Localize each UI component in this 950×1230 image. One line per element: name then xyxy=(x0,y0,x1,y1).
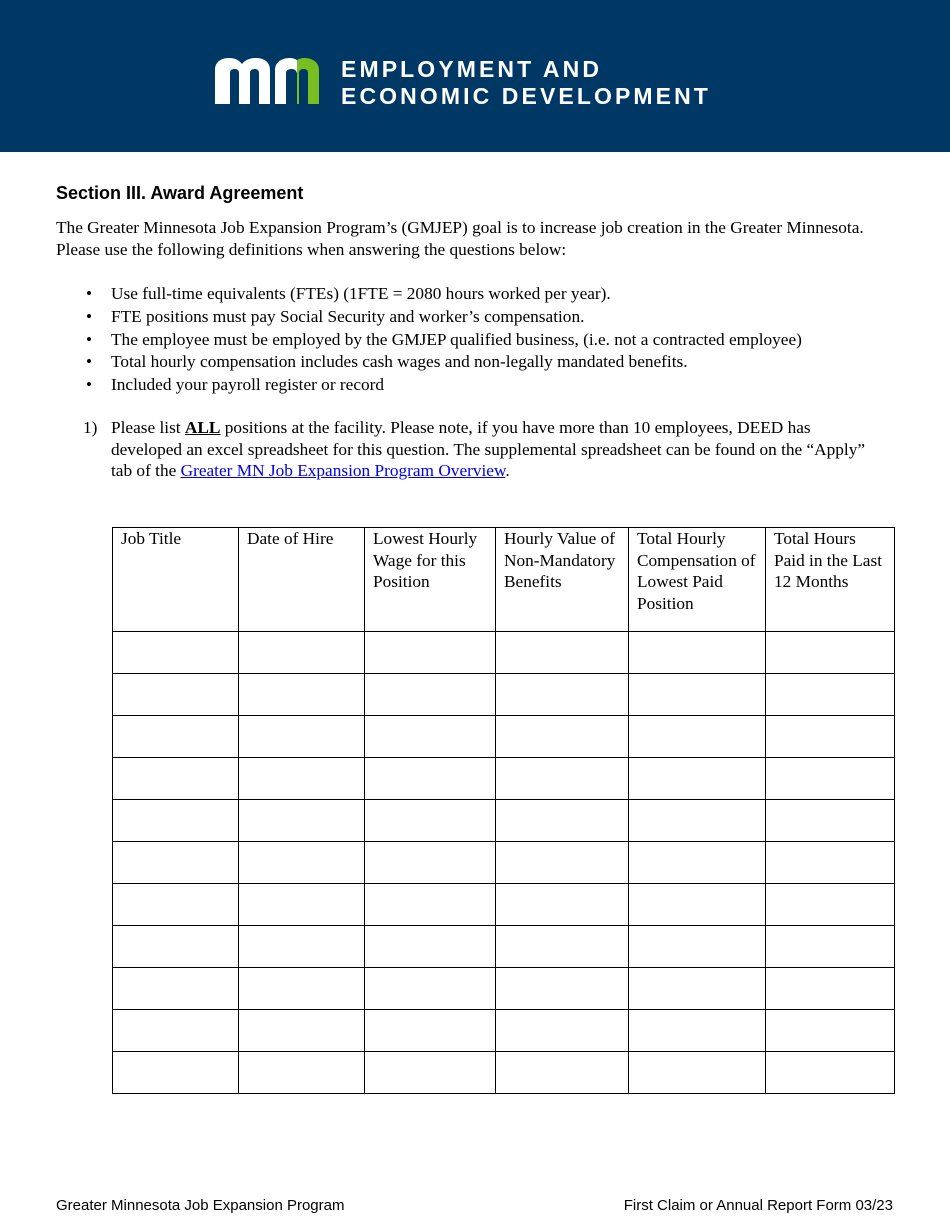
table-cell[interactable] xyxy=(496,884,629,926)
column-header-date-of-hire: Date of Hire xyxy=(239,528,365,632)
table-cell[interactable] xyxy=(766,758,895,800)
table-cell[interactable] xyxy=(766,842,895,884)
table-row xyxy=(113,800,895,842)
bullet-icon: • xyxy=(86,352,93,372)
table-cell[interactable] xyxy=(113,1052,239,1094)
table-row xyxy=(113,632,895,674)
table-cell[interactable] xyxy=(496,842,629,884)
table-cell[interactable] xyxy=(239,1010,365,1052)
question-number: 1) xyxy=(83,418,98,437)
table-cell[interactable] xyxy=(766,1052,895,1094)
table-cell[interactable] xyxy=(239,800,365,842)
table-cell[interactable] xyxy=(496,1052,629,1094)
list-item-text: Total hourly compensation includes cash wages and non-legally mandated benefits. xyxy=(111,352,688,372)
table-cell[interactable] xyxy=(496,632,629,674)
table-cell[interactable] xyxy=(629,968,766,1010)
table-cell[interactable] xyxy=(629,632,766,674)
table-cell[interactable] xyxy=(766,632,895,674)
table-cell[interactable] xyxy=(113,716,239,758)
question-text xyxy=(111,417,883,482)
table-cell[interactable] xyxy=(365,1052,496,1094)
table-cell[interactable] xyxy=(365,842,496,884)
table-row xyxy=(113,674,895,716)
footer-program-name: Greater Minnesota Job Expansion Program xyxy=(56,1197,345,1214)
table-cell[interactable] xyxy=(365,1010,496,1052)
list-item xyxy=(56,351,802,374)
table-cell[interactable] xyxy=(496,758,629,800)
minnesota-logo xyxy=(215,58,325,106)
table-cell[interactable] xyxy=(365,968,496,1010)
bullet-icon: • xyxy=(86,329,93,349)
table-cell[interactable] xyxy=(365,926,496,968)
question-text-start: Please list xyxy=(111,418,185,437)
table-cell[interactable] xyxy=(365,884,496,926)
bullet-icon: • xyxy=(86,284,93,303)
list-item xyxy=(56,374,802,397)
table-cell[interactable] xyxy=(239,758,365,800)
list-item-text: Use full-time equivalents (FTEs) (1FTE = 2080 hours worked per year). xyxy=(111,284,611,303)
table-cell[interactable] xyxy=(239,968,365,1010)
table-cell[interactable] xyxy=(496,968,629,1010)
list-item xyxy=(56,283,802,306)
list-item-text: The employee must be employed by the GMJEP qualified business, (i.e. not a contracted employee) xyxy=(111,329,802,349)
table-cell[interactable] xyxy=(629,674,766,716)
table-row xyxy=(113,1052,895,1094)
table-cell[interactable] xyxy=(239,1052,365,1094)
table-cell[interactable] xyxy=(629,1052,766,1094)
table-body xyxy=(113,632,895,1094)
section-title: Section III. Award Agreement xyxy=(56,183,304,203)
definitions-list xyxy=(56,283,802,397)
table-cell[interactable] xyxy=(629,800,766,842)
table-cell[interactable] xyxy=(365,632,496,674)
positions-table xyxy=(112,527,895,1094)
table-cell[interactable] xyxy=(239,842,365,884)
table-cell[interactable] xyxy=(113,926,239,968)
table-cell[interactable] xyxy=(113,1010,239,1052)
table-row xyxy=(113,884,895,926)
agency-name-line-1: EMPLOYMENT AND xyxy=(341,56,603,82)
table-cell[interactable] xyxy=(113,842,239,884)
table-cell[interactable] xyxy=(113,968,239,1010)
table-cell[interactable] xyxy=(629,1010,766,1052)
table-cell[interactable] xyxy=(239,632,365,674)
question-emphasis: ALL xyxy=(184,418,221,437)
table-cell[interactable] xyxy=(239,674,365,716)
table-cell[interactable] xyxy=(365,800,496,842)
column-header-hourly-benefits: Hourly Value of Non-Mandatory Benefits xyxy=(496,528,629,632)
table-cell[interactable] xyxy=(239,926,365,968)
footer-form-id: First Claim or Annual Report Form 03/23 xyxy=(623,1197,893,1214)
table-cell[interactable] xyxy=(113,632,239,674)
table-cell[interactable] xyxy=(365,716,496,758)
table-cell[interactable] xyxy=(496,716,629,758)
bullet-icon: • xyxy=(86,375,93,395)
intro-paragraph: The Greater Minnesota Job Expansion Program’s (GMJEP) goal is to increase job creation in the Greater Minnesota. Please use the following definitions when answering the questions below: xyxy=(56,218,864,259)
table-cell[interactable] xyxy=(496,674,629,716)
table-header-row xyxy=(113,528,895,632)
table-cell[interactable] xyxy=(629,842,766,884)
table-cell[interactable] xyxy=(629,884,766,926)
list-item-text: FTE positions must pay Social Security and worker’s compensation. xyxy=(111,306,585,326)
table-cell[interactable] xyxy=(365,674,496,716)
table-cell[interactable] xyxy=(629,716,766,758)
list-item-text: Included your payroll register or record xyxy=(111,375,385,395)
table-row xyxy=(113,926,895,968)
table-cell[interactable] xyxy=(365,758,496,800)
table-row xyxy=(113,758,895,800)
table-cell[interactable] xyxy=(766,926,895,968)
column-header-total-hourly-compensation: Total Hourly Compensation of Lowest Paid Position xyxy=(629,528,766,632)
table-cell[interactable] xyxy=(496,926,629,968)
table-row xyxy=(113,968,895,1010)
question-text-end: . xyxy=(505,461,510,480)
column-header-lowest-hourly-wage: Lowest Hourly Wage for this Position xyxy=(365,528,496,632)
table-cell[interactable] xyxy=(766,1010,895,1052)
table-cell[interactable] xyxy=(766,674,895,716)
table-cell[interactable] xyxy=(496,1010,629,1052)
table-cell[interactable] xyxy=(113,758,239,800)
table-cell[interactable] xyxy=(113,884,239,926)
question-text-middle: positions at the facility. Please note, if you have more than 10 employees, DEED has developed an excel spreadsheet for this question. The supplemental spreadsheet can be found on the “Apply” tab of the xyxy=(111,418,866,480)
list-item xyxy=(56,306,802,329)
header-banner xyxy=(0,0,950,152)
question-1 xyxy=(83,417,883,482)
table-cell[interactable] xyxy=(496,800,629,842)
table-row xyxy=(113,716,895,758)
column-header-total-hours-paid: Total Hours Paid in the Last 12 Months xyxy=(766,528,895,632)
table-cell[interactable] xyxy=(113,800,239,842)
table-cell[interactable] xyxy=(113,674,239,716)
table-row xyxy=(113,842,895,884)
column-header-job-title: Job Title xyxy=(113,528,239,632)
table-cell[interactable] xyxy=(239,884,365,926)
agency-name xyxy=(341,56,711,110)
bullet-icon: • xyxy=(86,306,93,326)
program-overview-link[interactable]: Greater MN Job Expansion Program Overview xyxy=(180,461,506,480)
table-cell[interactable] xyxy=(766,968,895,1010)
agency-name-line-2: ECONOMIC DEVELOPMENT xyxy=(341,83,711,109)
table-cell[interactable] xyxy=(766,884,895,926)
table-row xyxy=(113,1010,895,1052)
table-cell[interactable] xyxy=(629,926,766,968)
list-item xyxy=(56,329,802,352)
table-cell[interactable] xyxy=(629,758,766,800)
table-cell[interactable] xyxy=(766,716,895,758)
table-cell[interactable] xyxy=(239,716,365,758)
table-cell[interactable] xyxy=(766,800,895,842)
